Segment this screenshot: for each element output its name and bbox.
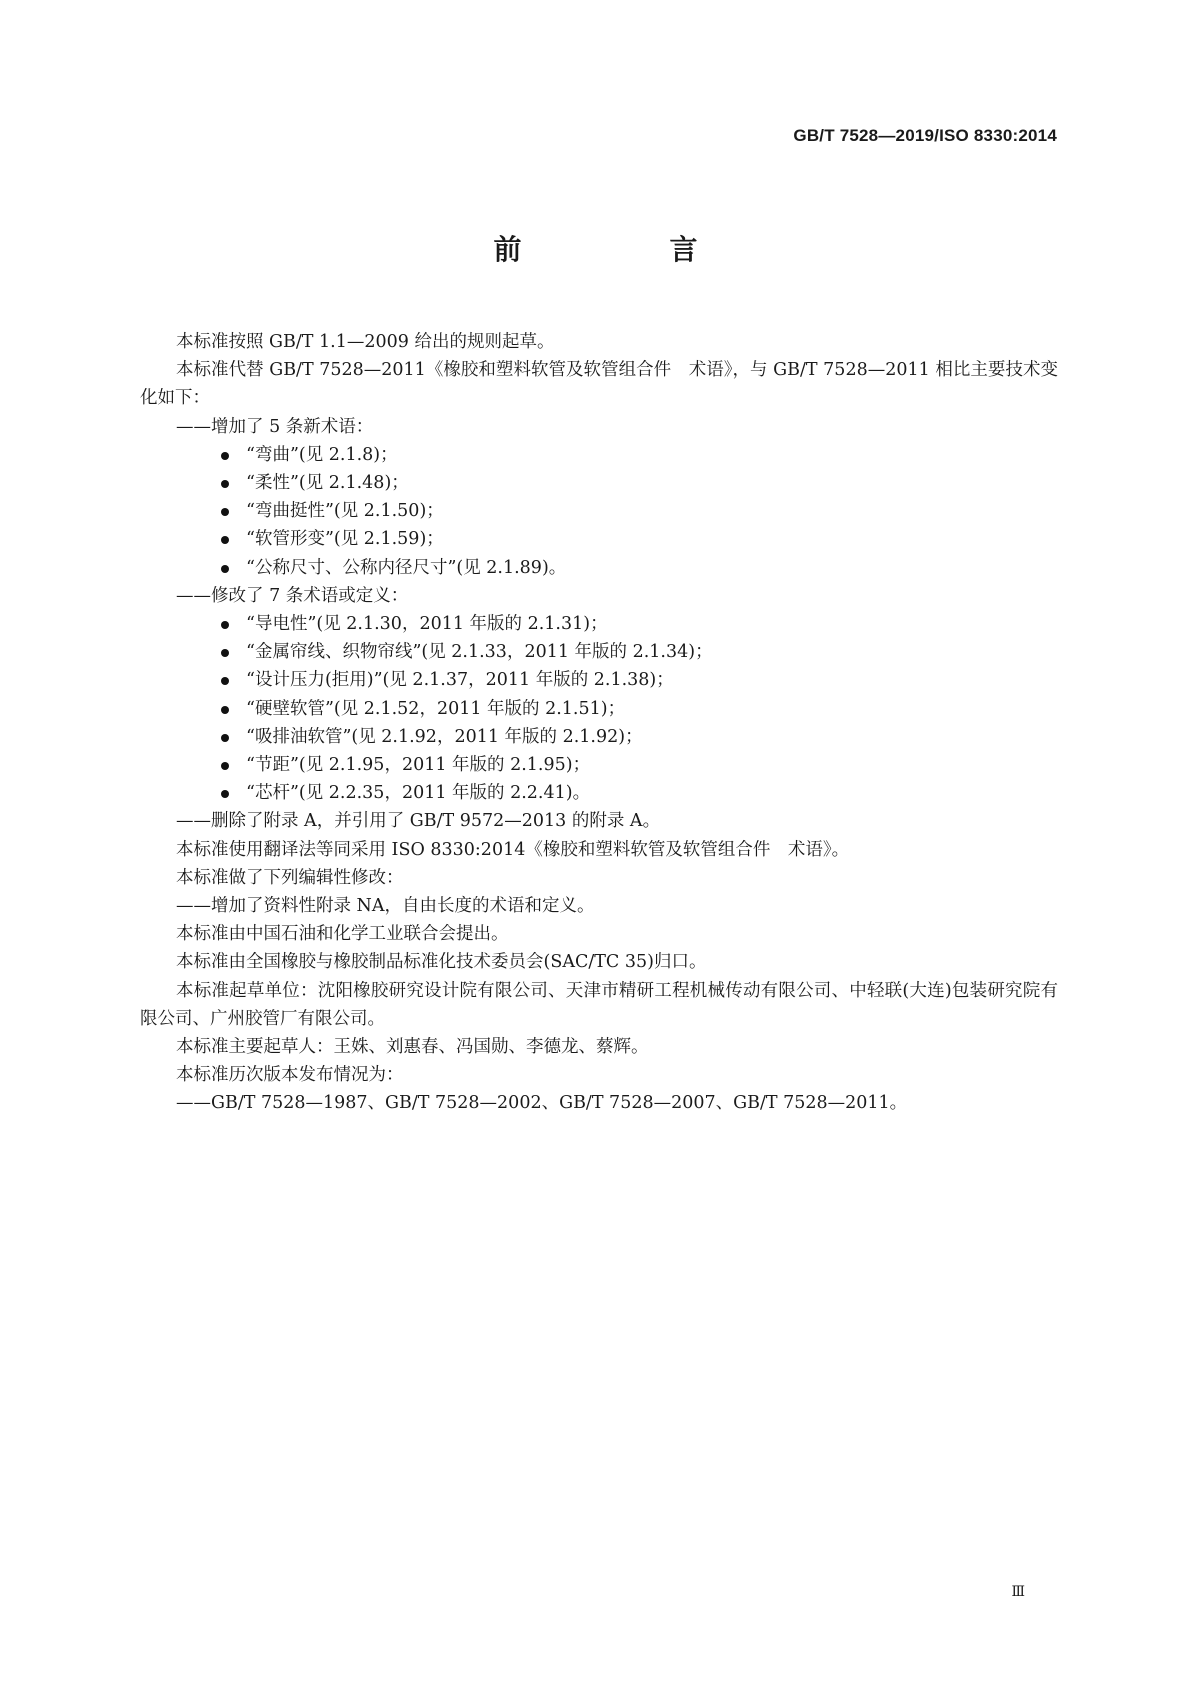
deleted-annex-item: ——删除了附录 A，并引用了 GB/T 9572—2013 的附录 A。 xyxy=(176,811,661,832)
list-item xyxy=(140,666,1058,694)
list-item xyxy=(140,695,1058,723)
paragraph-drafting-rules: 本标准按照 GB/T 1.1—2009 给出的规则起草。 xyxy=(176,332,555,352)
editorial-change-item: ——增加了资料性附录 NA，自由长度的术语和定义。 xyxy=(176,896,595,917)
standard-code-header: GB/T 7528—2019/ISO 8330:2014 xyxy=(793,126,1057,145)
list-item xyxy=(140,525,1058,553)
page-number: Ⅲ xyxy=(1011,1584,1025,1600)
list-item xyxy=(140,497,1058,525)
bullet-icon xyxy=(221,790,229,798)
page-title: 前 言 xyxy=(493,233,758,266)
bullet-icon xyxy=(221,508,229,516)
modified-terms-heading: ——修改了 7 条术语或定义： xyxy=(176,585,409,606)
bullet-icon xyxy=(221,536,229,544)
added-terms-list xyxy=(140,441,1058,582)
list-item xyxy=(140,723,1058,751)
bullet-icon xyxy=(221,706,229,714)
list-item-text: “节距”(见 2.1.95，2011 年版的 2.1.95)； xyxy=(246,755,591,776)
bullet-icon xyxy=(221,734,229,742)
paragraph-replaces: 本标准代替 GB/T 7528—2011《橡胶和塑料软管及软管组合件 术语》，与 GB/T 7528—2011 相比主要技术变化如下： xyxy=(140,360,1058,409)
list-item-text: “设计压力(拒用)”(见 2.1.37，2011 年版的 2.1.38)； xyxy=(246,670,674,691)
paragraph-technical-committee: 本标准由全国橡胶与橡胶制品标准化技术委员会(SAC/TC 35)归口。 xyxy=(176,952,707,973)
list-item xyxy=(140,610,1058,638)
list-item xyxy=(140,469,1058,497)
foreword-body xyxy=(140,328,1058,1118)
list-item xyxy=(140,751,1058,779)
paragraph-history-heading: 本标准历次版本发布情况为： xyxy=(176,1065,404,1086)
bullet-icon xyxy=(221,677,229,685)
version-history-item: ——GB/T 7528—1987、GB/T 7528—2002、GB/T 7528—2007、GB/T 7528—2011。 xyxy=(176,1093,908,1114)
list-item-text: “导电性”(见 2.1.30，2011 年版的 2.1.31)； xyxy=(246,614,608,635)
paragraph-proposed-by: 本标准由中国石油和化学工业联合会提出。 xyxy=(176,924,509,945)
list-item-text: “弯曲”(见 2.1.8)； xyxy=(246,444,398,465)
bullet-icon xyxy=(221,621,229,629)
list-item-text: “芯杆”(见 2.2.35，2011 年版的 2.2.41)。 xyxy=(246,783,591,804)
list-item-text: “柔性”(见 2.1.48)； xyxy=(246,473,409,494)
added-terms-heading: ——增加了 5 条新术语： xyxy=(176,416,374,437)
list-item-text: “金属帘线、织物帘线”(见 2.1.33，2011 年版的 2.1.34)； xyxy=(246,642,713,663)
bullet-icon xyxy=(221,480,229,488)
modified-terms-list xyxy=(140,610,1058,807)
list-item-text: “吸排油软管”(见 2.1.92，2011 年版的 2.1.92)； xyxy=(246,726,643,747)
list-item xyxy=(140,554,1058,582)
list-item xyxy=(140,441,1058,469)
list-item-text: “软管形变”(见 2.1.59)； xyxy=(246,529,444,550)
paragraph-editorial-changes: 本标准做了下列编辑性修改： xyxy=(176,867,404,888)
list-item xyxy=(140,779,1058,807)
bullet-icon xyxy=(221,565,229,573)
list-item-text: “弯曲挺性”(见 2.1.50)； xyxy=(246,501,444,522)
bullet-icon xyxy=(221,762,229,770)
list-item-text: “公称尺寸、公称内径尺寸”(见 2.1.89)。 xyxy=(246,557,567,578)
paragraph-translation-method: 本标准使用翻译法等同采用 ISO 8330:2014《橡胶和塑料软管及软管组合件 术语》。 xyxy=(176,839,850,860)
bullet-icon xyxy=(221,649,229,657)
list-item-text: “硬壁软管”(见 2.1.52，2011 年版的 2.1.51)； xyxy=(246,698,626,719)
paragraph-drafters: 本标准主要起草人：王姝、刘惠春、冯国勋、李德龙、蔡辉。 xyxy=(176,1037,649,1058)
list-item xyxy=(140,638,1058,666)
bullet-icon xyxy=(221,452,229,460)
paragraph-drafting-units: 本标准起草单位：沈阳橡胶研究设计院有限公司、天津市精研工程机械传动有限公司、中轻联(大连)包装研究院有限公司、广州胶管厂有限公司。 xyxy=(140,980,1058,1029)
